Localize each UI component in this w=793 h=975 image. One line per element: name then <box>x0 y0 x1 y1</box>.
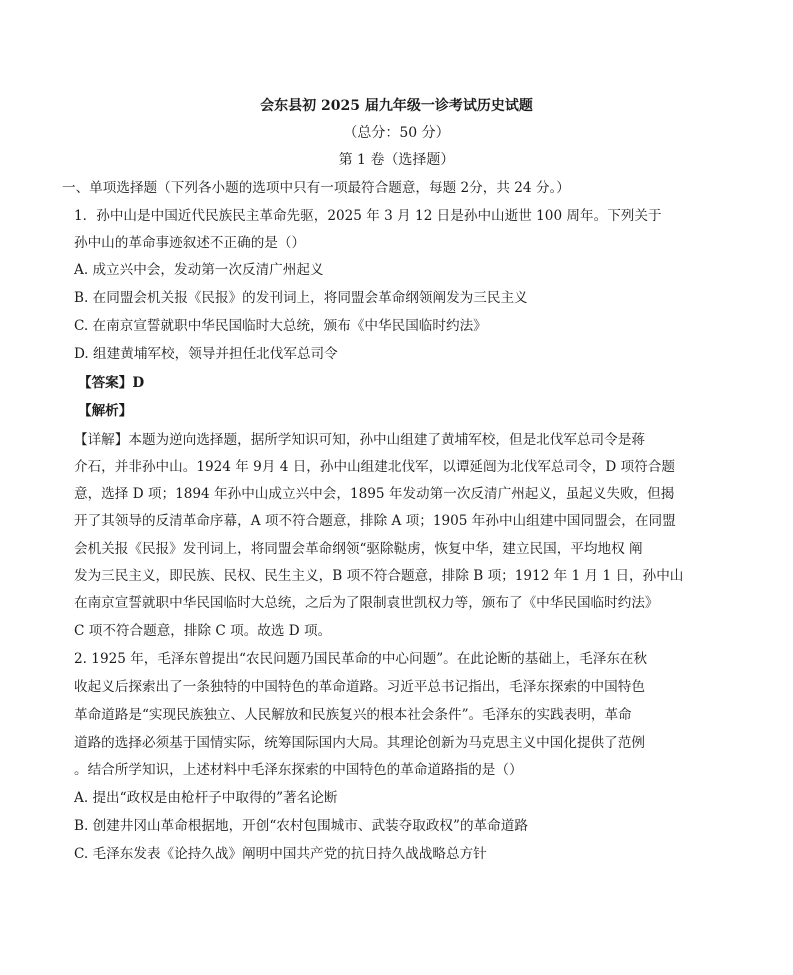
q1-option-a: A. 成立兴中会，发动第一次反清广州起义 <box>74 262 324 278</box>
q2-stem-line: 2. 1925 年，毛泽东曾提出“农民问题乃国民革命的中心问题”。在此论断的基础上，毛泽东在秋 <box>74 651 648 667</box>
q1-detail-line: 会机关报《民报》发刊词上，将同盟会革命纲领“驱除鞑虏，恢复中华，建立民国，平均地权 阐 <box>74 541 643 557</box>
q1-detail-line: 介石，并非孙中山。1924 年 9月 4 日，孙中山组建北伐军，以谭延闿为北伐军总司令，D 项符合题 <box>74 459 675 475</box>
q2-stem-line: 道路的选择必须基于国情实际，统筹国际国内大局。其理论创新为马克思主义中国化提供了范例 <box>74 735 645 751</box>
q1-analysis-label: 【解析】 <box>78 403 133 419</box>
q2-option-a: A. 提出“政权是由枪杆子中取得的”著名论断 <box>74 790 338 806</box>
q2-stem-line: 。结合所学知识，上述材料中毛泽东探索的中国特色的革命道路指的是（） <box>74 762 523 778</box>
total-score: （总分：50 分） <box>343 125 450 141</box>
q1-detail-line: 意，选择 D 项；1894 年孙中山成立兴中会，1895 年发动第一次反清广州起义，虽起义失败，但揭 <box>74 486 675 502</box>
q1-detail-line: 在南京宣誓就职中华民国临时大总统，之后为了限制袁世凯权力等，颁布了《中华民国临时约法》 <box>74 595 659 611</box>
q2-stem-line: 收起义后探索出了一条独特的中国特色的革命道路。习近平总书记指出，毛泽东探索的中国特色 <box>74 679 645 695</box>
section-heading: 一、单项选择题（下列各小题的选项中只有一项最符合题意，每题 2分，共 24 分。） <box>62 180 570 196</box>
q1-detail-line: C 项不符合题意，排除 C 项。故选 D 项。 <box>74 623 332 639</box>
q1-detail-line: 发为三民主义，即民族、民权、民生主义，B 项不符合题意，排除 B 项；1912 年 1 月 1 日，孙中山 <box>74 568 684 584</box>
q2-option-c: C. 毛泽东发表《论持久战》阐明中国共产党的抗日持久战战略总方针 <box>74 846 487 862</box>
q1-stem-line-2: 孙中山的革命事迹叙述不正确的是（） <box>74 235 306 251</box>
q2-stem-line: 革命道路是“实现民族独立、人民解放和民族复兴的根本社会条件”。毛泽东的实践表明，革命 <box>74 707 632 723</box>
q1-stem-line-1: 1．孙中山是中国近代民族民主革命先驱，2025 年 3 月 12 日是孙中山逝世 100 周年。下列关于 <box>74 208 662 224</box>
q1-option-b: B. 在同盟会机关报《民报》的发刊词上，将同盟会革命纲领阐发为三民主义 <box>74 290 528 306</box>
q1-detail-line: 开了其领导的反清革命序幕，A 项不符合题意，排除 A 项；1905 年孙中山组建中国同盟会，在同盟 <box>74 513 676 529</box>
q2-option-b: B. 创建井冈山革命根据地，开创“农村包围城市、武装夺取政权”的革命道路 <box>74 818 528 834</box>
volume-heading: 第 1 卷（选择题） <box>338 152 455 168</box>
q1-detail-line: 【详解】本题为逆向选择题，据所学知识可知，孙中山组建了黄埔军校，但是北伐军总司令是蒋 <box>74 432 645 448</box>
exam-title: 会东县初 2025 届九年级一诊考试历史试题 <box>260 98 533 114</box>
q1-option-c: C. 在南京宣誓就职中华民国临时大总统，颁布《中华民国临时约法》 <box>74 318 487 334</box>
q1-answer: 【答案】D <box>78 375 145 391</box>
q1-option-d: D. 组建黄埔军校，领导并担任北伐军总司令 <box>74 346 338 362</box>
